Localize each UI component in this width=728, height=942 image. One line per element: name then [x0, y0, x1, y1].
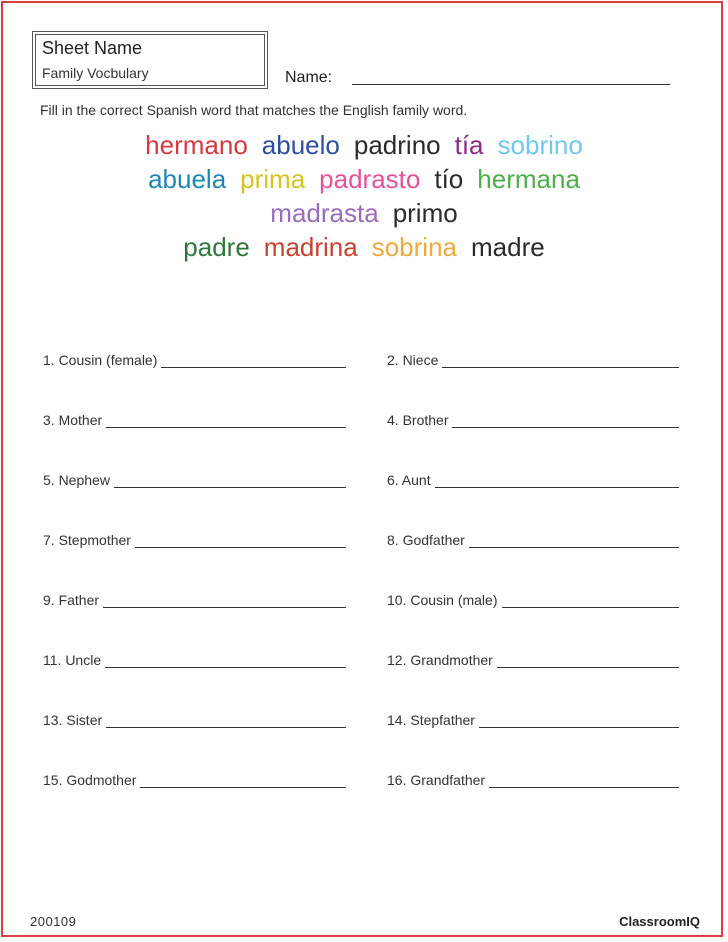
question-label: 14. Stepfather	[387, 712, 475, 728]
question-item	[43, 352, 346, 368]
word-bank-word: hermano	[145, 130, 248, 160]
question-label: 2. Niece	[387, 352, 439, 368]
name-label: Name:	[285, 69, 333, 86]
word-bank-word: padrasto	[319, 164, 421, 194]
footer-brand: ClassroomIQ	[619, 914, 700, 929]
question-label: 1. Cousin (female)	[43, 352, 158, 368]
answer-blank[interactable]	[135, 535, 346, 548]
word-bank-row	[0, 230, 728, 264]
word-bank-word: tío	[434, 164, 464, 194]
word-bank-word: abuelo	[261, 130, 340, 160]
question-item	[387, 712, 679, 728]
answer-blank[interactable]	[469, 535, 679, 548]
question-label: 12. Grandmother	[387, 652, 493, 668]
question-label: 10. Cousin (male)	[387, 592, 498, 608]
answer-blank[interactable]	[435, 475, 679, 488]
question-label: 9. Father	[43, 592, 100, 608]
question-item	[43, 532, 346, 548]
question-item	[43, 772, 346, 788]
question-label: 13. Sister	[43, 712, 103, 728]
answer-blank[interactable]	[502, 595, 680, 608]
sheet-subtitle: Family Vocbulary	[42, 65, 149, 81]
sheet-name-box-inner	[35, 34, 265, 86]
question-label: 11. Uncle	[43, 652, 102, 668]
word-bank-word: hermana	[477, 164, 580, 194]
word-bank-word: prima	[240, 164, 306, 194]
word-bank-row	[0, 128, 728, 162]
question-item	[387, 472, 679, 488]
answer-blank[interactable]	[442, 355, 679, 368]
word-bank-word: madre	[471, 232, 545, 262]
name-blank-line[interactable]	[352, 84, 670, 85]
sheet-name-box	[32, 31, 268, 89]
answer-blank[interactable]	[114, 475, 346, 488]
word-bank-word: sobrina	[371, 232, 457, 262]
question-item	[387, 532, 679, 548]
word-bank-word: padrino	[353, 130, 441, 160]
question-item	[43, 652, 346, 668]
question-item	[387, 412, 679, 428]
question-label: 6. Aunt	[387, 472, 431, 488]
answer-blank[interactable]	[106, 415, 346, 428]
question-label: 4. Brother	[387, 412, 449, 428]
question-item	[387, 592, 679, 608]
question-label: 16. Grandfather	[387, 772, 486, 788]
word-bank-word: tía	[454, 130, 484, 160]
question-label: 15. Godmother	[43, 772, 137, 788]
question-label: 3. Mother	[43, 412, 103, 428]
question-label: 8. Godfather	[387, 532, 465, 548]
question-label: 5. Nephew	[43, 472, 110, 488]
answer-blank[interactable]	[106, 715, 346, 728]
answer-blank[interactable]	[489, 775, 679, 788]
answer-blank[interactable]	[161, 355, 346, 368]
sheet-name-label: Sheet Name	[42, 38, 143, 58]
word-bank-word: sobrino	[497, 130, 583, 160]
footer-code: 200109	[30, 914, 77, 929]
question-item	[387, 772, 679, 788]
question-label: 7. Stepmother	[43, 532, 131, 548]
question-item	[387, 352, 679, 368]
word-bank-row	[0, 196, 728, 230]
answer-blank[interactable]	[479, 715, 679, 728]
question-item	[43, 472, 346, 488]
answer-blank[interactable]	[105, 655, 346, 668]
word-bank	[0, 128, 728, 264]
answer-blank[interactable]	[140, 775, 346, 788]
word-bank-word: madrasta	[270, 198, 379, 228]
instructions-text: Fill in the correct Spanish word that matches the English family word.	[40, 102, 468, 118]
word-bank-word: padre	[183, 232, 250, 262]
question-item	[43, 712, 346, 728]
word-bank-word: madrina	[263, 232, 358, 262]
question-item	[43, 592, 346, 608]
word-bank-word: primo	[392, 198, 458, 228]
question-item	[387, 652, 679, 668]
word-bank-row	[0, 162, 728, 196]
answer-blank[interactable]	[497, 655, 679, 668]
answer-blank[interactable]	[452, 415, 679, 428]
answer-blank[interactable]	[103, 595, 346, 608]
word-bank-word: abuela	[148, 164, 227, 194]
question-item	[43, 412, 346, 428]
